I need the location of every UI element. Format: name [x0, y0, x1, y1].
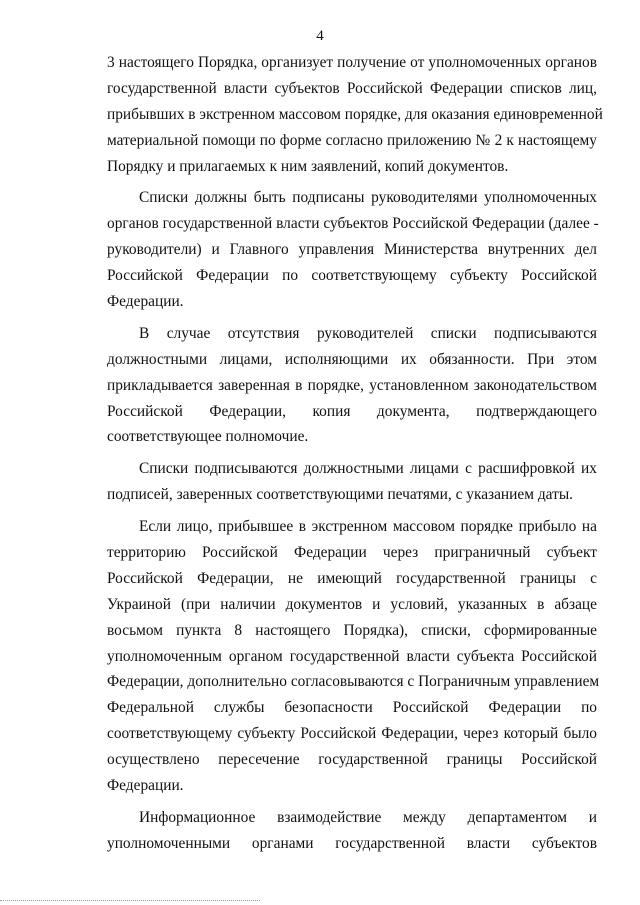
text-line: Российской Федерации, не имеющий государственной границы с — [107, 569, 597, 587]
text-line: материальной помощи по форме согласно приложению № 2 к настоящему — [107, 131, 597, 149]
text-line: прикладывается заверенная в порядке, установленном законодательством — [107, 376, 597, 394]
text-line: Украиной (при наличии документов и условий, указанных в абзаце — [107, 595, 597, 613]
text-line: восьмом пункта 8 настоящего Порядка), списки, сформированные — [107, 621, 597, 639]
paragraph — [107, 456, 597, 508]
text-line: Федерации. — [107, 293, 184, 311]
text-line: органов государственной власти субъектов Российской Федерации (далее - — [107, 215, 599, 233]
text-line: территорию Российской Федерации через приграничный субъект — [107, 544, 597, 562]
text-line: должностными лицами, исполняющими их обязанности. При этом — [107, 350, 597, 368]
text-line: В случае отсутствия руководителей списки подписываются — [139, 324, 597, 342]
footer-divider — [0, 900, 260, 901]
paragraph — [107, 805, 597, 857]
paragraph — [107, 50, 603, 179]
paragraph — [107, 185, 597, 314]
text-line: соответствующему субъекту Российской Федерации, через который было — [107, 725, 597, 743]
text-line: Федерации, дополнительно согласовываются с Пограничным управлением — [107, 673, 600, 691]
text-line: Списки подписываются должностными лицами с расшифровкой их — [139, 460, 597, 478]
text-line: Информационное взаимодействие между департаментом и — [139, 808, 597, 826]
text-line: Если лицо, прибывшее в экстренном массовом порядке прибыло на — [139, 518, 597, 536]
paragraph — [107, 321, 597, 450]
text-line: Федерации. — [107, 777, 184, 795]
text-line: Российской Федерации по соответствующему субъекту Российской — [107, 267, 597, 285]
text-line: 3 настоящего Порядка, организует получение от уполномоченных органов — [107, 54, 597, 71]
text-line: прибывших в экстренном массовом порядке, для оказания единовременной — [107, 105, 603, 123]
document-body — [107, 50, 603, 857]
text-line: Российской Федерации, копия документа, подтверждающего — [107, 402, 597, 420]
text-line: Федеральной службы безопасности Российской Федерации по — [107, 699, 597, 717]
page-number: 4 — [316, 28, 324, 44]
text-line: уполномоченными органами государственной власти субъектов — [107, 834, 597, 852]
text-line: осуществлено пересечение государственной границы Российской — [107, 751, 597, 769]
text-line: соответствующее полномочие. — [107, 428, 309, 446]
text-line: Списки должны быть подписаны руководителями уполномоченных — [139, 189, 597, 207]
paragraph — [107, 514, 600, 799]
text-line: руководители) и Главного управления Министерства внутренних дел — [107, 241, 597, 259]
text-line: уполномоченным органом государственной власти субъекта Российской — [107, 647, 597, 665]
text-line: подписей, заверенных соответствующими печатями, с указанием даты. — [107, 486, 574, 504]
text-line: государственной власти субъектов Российской Федерации списков лиц, — [107, 79, 597, 97]
text-line: Порядку и прилагаемых к ним заявлений, копий документов. — [107, 157, 509, 175]
